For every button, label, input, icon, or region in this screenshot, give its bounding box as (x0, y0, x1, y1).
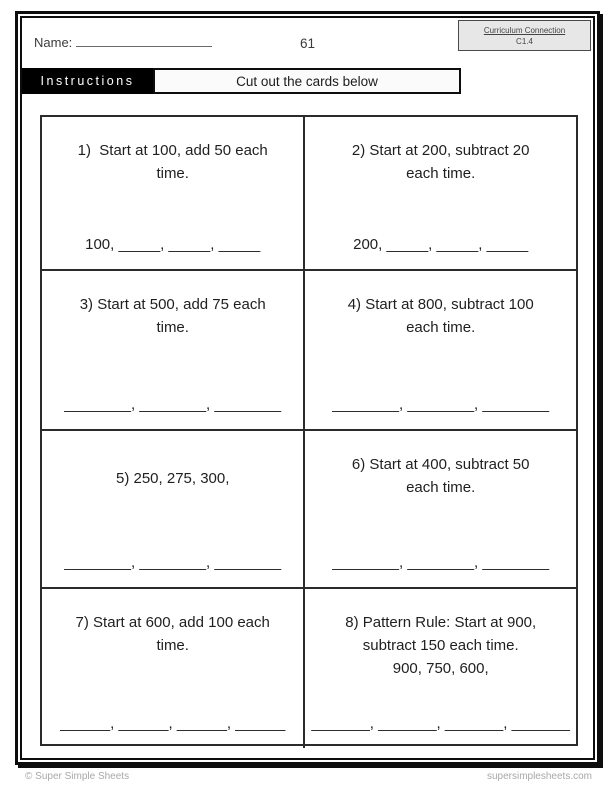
footer-website: supersimplesheets.com (486, 771, 592, 782)
card-prompt (311, 139, 570, 185)
curriculum-connection-box (458, 20, 591, 51)
card-prompt-line: each time. (406, 479, 476, 496)
card-prompt-line: 6) Start at 400, subtract 50 (351, 456, 530, 473)
instructions-label: Instructions (22, 68, 153, 94)
footer-copyright: © Super Simple Sheets (25, 771, 130, 782)
card-prompt (48, 453, 297, 490)
card-4 (303, 269, 576, 429)
card-prompt (311, 611, 570, 680)
card-blanks: ________, ________, ________ (332, 554, 550, 571)
card-prompt-line: each time. (406, 165, 476, 182)
card-6 (303, 429, 576, 587)
card-prompt-line: 4) Start at 800, subtract 100 (347, 296, 534, 313)
curriculum-connection-title: Curriculum Connection (483, 26, 566, 35)
card-prompt-line: 7) Start at 600, add 100 each (75, 614, 270, 631)
instructions-text-box: Cut out the cards below (153, 68, 461, 94)
card-blanks: 100, _____, _____, _____ (85, 236, 261, 253)
worksheet-sheet (20, 16, 595, 760)
card-5 (42, 429, 303, 587)
card-blanks: ________, ________, ________ (64, 396, 282, 413)
card-1 (42, 117, 303, 269)
card-prompt-line: 3) Start at 500, add 75 each (79, 296, 266, 313)
card-prompt-line: time. (156, 319, 189, 336)
card-prompt (311, 453, 570, 499)
card-3 (42, 269, 303, 429)
card-blanks: 200, _____, _____, _____ (353, 236, 529, 253)
curriculum-connection-code: C1.4 (516, 37, 533, 46)
card-prompt-line: 2) Start at 200, subtract 20 (351, 142, 530, 159)
card-prompt-line: subtract 150 each time. (362, 637, 519, 654)
name-label: Name: (34, 35, 73, 50)
card-prompt-line: 1) Start at 100, add 50 each (77, 142, 268, 159)
card-prompt (48, 611, 297, 657)
card-blanks: ________, ________, ________ (332, 396, 550, 413)
card-blanks: ______, ______, ______, ______ (60, 715, 286, 732)
card-7 (42, 587, 303, 748)
card-prompt-line: time. (156, 165, 189, 182)
card-prompt-line: 900, 750, 600, (392, 660, 489, 677)
card-prompt (48, 139, 297, 185)
card-8 (303, 587, 576, 748)
card-prompt-line: 5) 250, 275, 300, (115, 470, 230, 487)
page-number: 61 (299, 36, 316, 51)
card-prompt-line: each time. (406, 319, 476, 336)
card-prompt (311, 293, 570, 339)
card-prompt (48, 293, 297, 339)
card-prompt-line: time. (156, 637, 189, 654)
card-2 (303, 117, 576, 269)
card-blanks: _______, _______, _______, _______ (311, 715, 570, 732)
card-blanks: ________, ________, ________ (64, 554, 282, 571)
card-prompt-line: 8) Pattern Rule: Start at 900, (345, 614, 537, 631)
cards-grid (40, 115, 578, 746)
